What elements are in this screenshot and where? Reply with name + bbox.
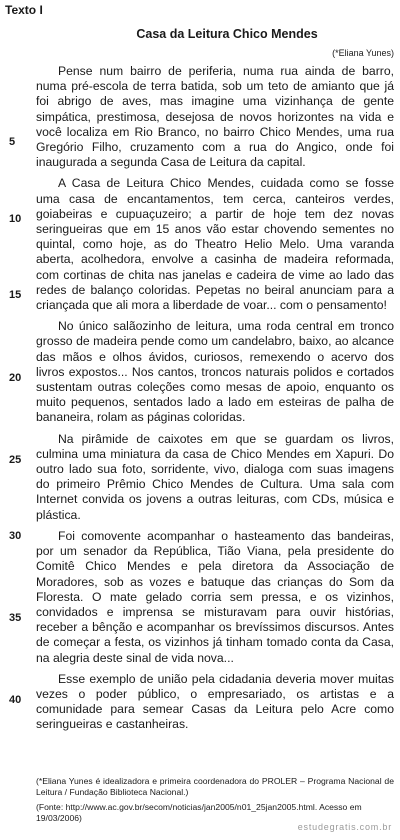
line-number: 5 [9,136,16,148]
source-citation: (Fonte: http://www.ac.gov.br/secom/noticias/jan2005/n01_25jan2005.html. Acesso em 19/03/2006) [36,802,362,823]
paragraph: Pense num bairro de periferia, numa rua ainda de barro, numa pré-escola de terra batida, sob um teto de amianto que já foi abrigo de aves, mas imagine uma vizinhança de gente simpática, prestimosa, desejosa de novos horizontes na vida e você localiza em Rio Branco, no bairro Chico Mendes, uma rua Gregório Filho, cruzamento com a rua do Angico, onde foi inaugurada a segunda Casa de Leitura da capital. [36,64,394,170]
paragraph: Esse exemplo de união pela cidadania deveria mover muitas vezes o poder público, o empresariado, os artistas e a comunidade para semear Casas da Leitura pelo Acre como seringueiras e castanheiras. [36,671,394,732]
line-number: 35 [9,612,22,624]
line-number: 15 [9,289,22,301]
footnote: (*Eliana Yunes é idealizadora e primeira coordenadora do PROLER – Programa Nacional de Leitura / Fundação Biblioteca Nacional.) [36,776,394,797]
paragraph: Na pirâmide de caixotes em que se guardam os livros, culmina uma miniatura da casa de Chico Mendes em Xapuri. Do outro lado sua foto, sorridente, vivo, dialoga com suas imagens do primeiro Prêmio Chico Mendes de Cultura. Uma sala com Internet convida os jovens a outras leituras, com CDs, música e plástica. [36,431,394,522]
line-number: 30 [9,530,22,542]
watermark: estudegratis.com.br [297,822,392,832]
text-body [36,64,394,739]
author-credit: (*Eliana Yunes) [332,48,394,58]
line-number: 40 [9,694,22,706]
line-number: 10 [9,213,22,225]
line-number: 20 [9,372,22,384]
line-number: 25 [9,454,22,466]
paragraph: Foi comovente acompanhar o hasteamento das bandeiras, por um senador da República, Tião Viana, pela presidente do Comitê Chico Mendes e pela diretora da Associação de Moradores, sob as vozes e batuque das crianças do Som da Floresta. O mate gelado corria sem pressa, e os vizinhos, convidados e imprensa se misturavam para ouvir histórias, receber a bênção e acompanhar os brevíssimos discursos. Antes de começar a festa, os vizinhos já tinham tomado conta da Casa, na alegria deste sinal de vida nova... [36,528,394,665]
paragraph: No único salãozinho de leitura, uma roda central em tronco grosso de madeira pende como um candelabro, baixo, ao alcance das mãos e olhos ávidos, curiosos, remexendo o acervo dos livros expostos... Nos cantos, troncos naturais polidos e cortados sustentam outras coleções como mesas de apoio, enquanto os muito pequenos, sentados lado a lado em esteiras de palha de bananeira, rolam as páginas coloridas. [36,319,394,425]
paragraph: A Casa de Leitura Chico Mendes, cuidada como se fosse uma casa de encantamentos, tem cerca, canteiros verdes, goiabeiras e cupuaçuzeiro; a partir de hoje tem dez novas seringueiras que em 15 anos vão estar chovendo sementes no quintal, como hoje, as do Theatro Helio Melo. Uma varanda aberta, acolhedora, envolve a casinha de madeira reformada, com cortinas de chita nas janelas e cadeira de vime ao lado das redes de balanço coloridas. Pepetas no beiral anunciam para a criançada que ali mora a liberdade de voar... com o pensamento! [36,176,394,313]
text-title: Casa da Leitura Chico Mendes [136,27,318,41]
text-label: Texto I [5,3,43,17]
